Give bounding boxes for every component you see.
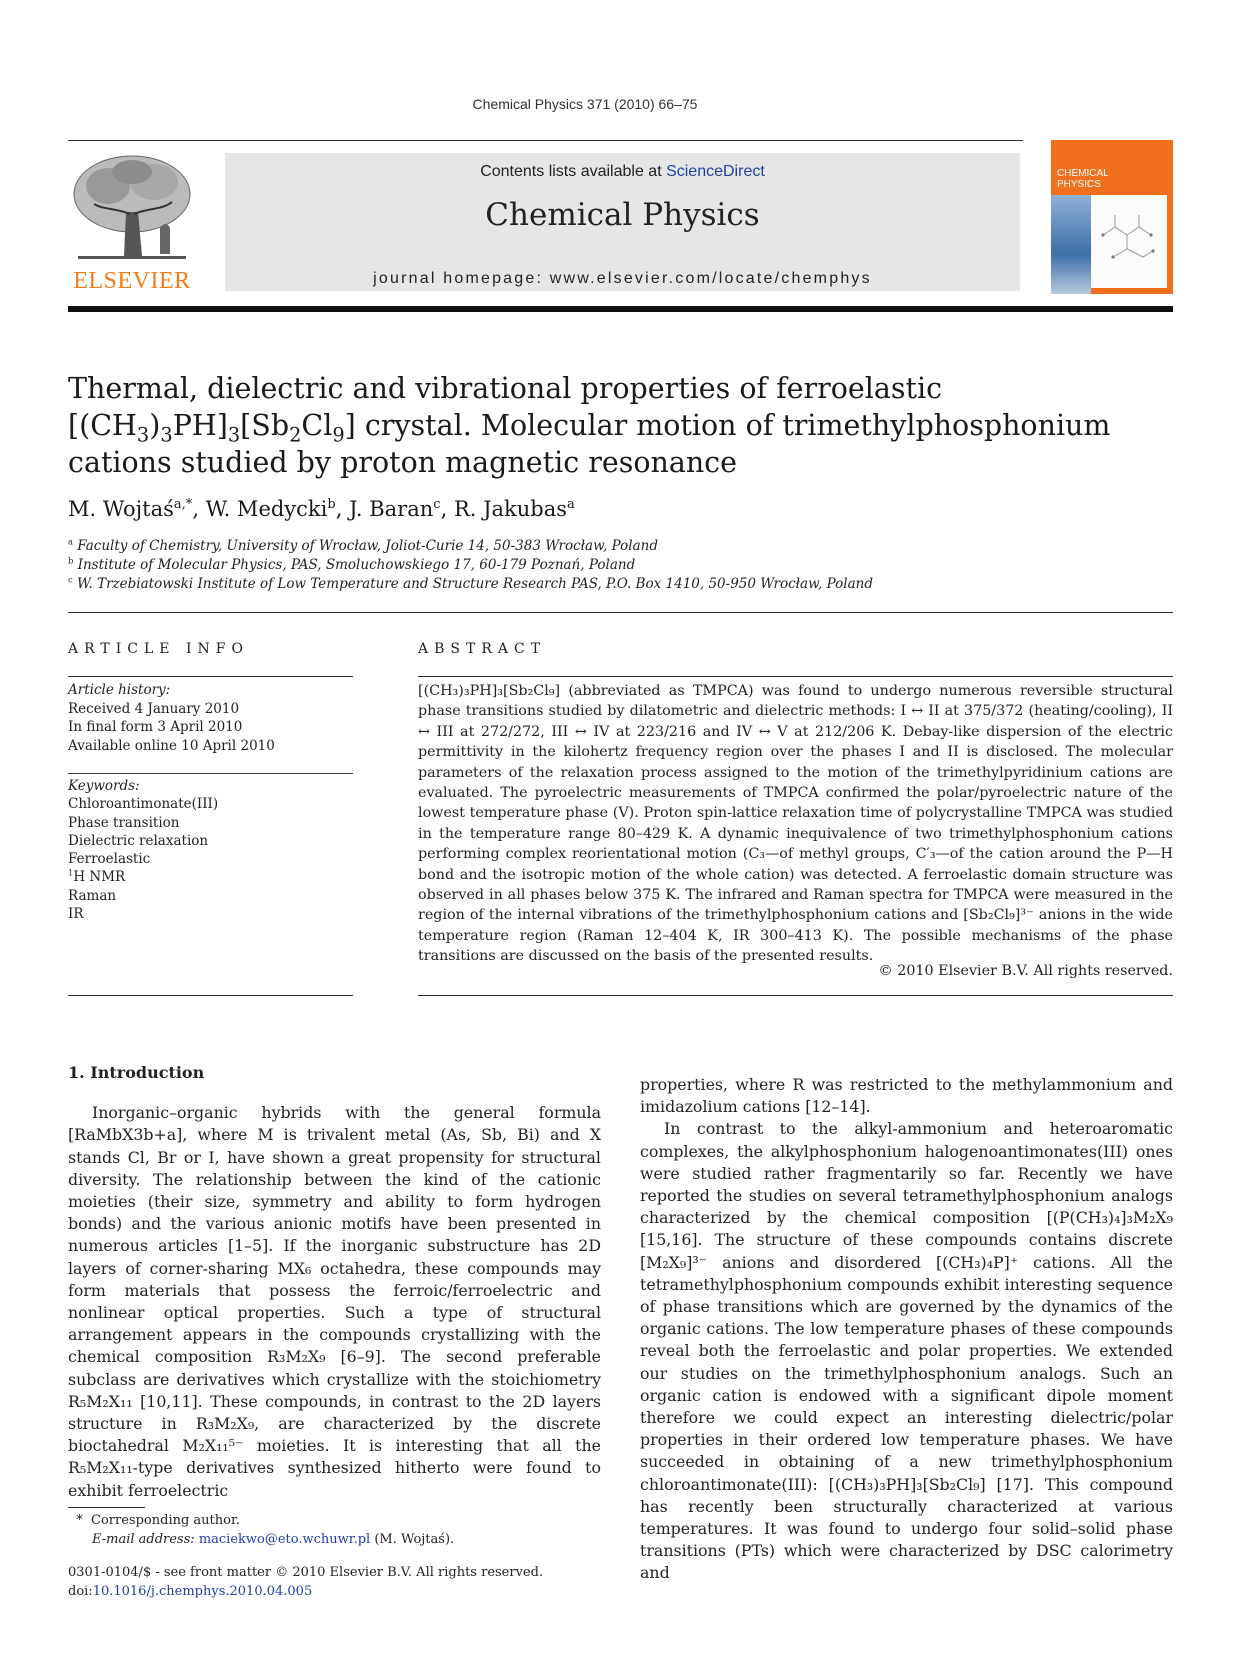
divider [68,612,1173,613]
abstract-heading: ABSTRACT [418,641,547,657]
author-affiliation-mark[interactable]: a,* [173,497,193,512]
divider [418,676,1173,677]
abstract-text: [(CH₃)₃PH]₃[Sb₂Cl₉] (abbreviated as TMPCA) was found to undergo numerous reversible structural phase transitions studied by dilatometric and dielectric methods: I ↔ II at 375/372 (heating/cooling), II ↔ III at 272/272, III ↔ IV at 223/216 and IV ↔ V at 212/206 K. Debay-like dispersion of the electric permittivity in the kilohertz frequency region over the phases I and II is disclosed. The molecular parameters of the relaxation process assigned to the motion of the trimethylpyridinium cations are evaluated. The pyroelectric measurements of TMPCA confirmed the polar/pyroelectric nature of the lowest temperature phase (V). Proton spin-lattice relaxation time of polycrystalline TMPCA was studied in the temperature range 80–429 K. A dynamic inequivalence of two trimethylphosphonium cations performing complex reorientational motion (C₃—of methyl groups, C′₃—of the cation around the P—H bond and the isotropic motion of the whole cation) was detected. A ferroelastic domain structure was observed in all phases below 375 K. The infrared and Raman spectra for TMPCA were measured in the region of the internal vibrations of the trimethylphosphonium cations and [Sb₂Cl₉]³⁻ anions in the wide temperature region (Raman 12–404 K, IR 300–413 K). The possible mechanisms of the phase transitions are discussed on the basis of the presented results. [418,683,1173,965]
corresponding-author-footnote [68,1511,601,1549]
author-name[interactable]: J. Baran [349,497,434,521]
header-thick-rule [68,306,1173,312]
divider [68,995,353,996]
divider [68,676,353,677]
journal-homepage[interactable]: journal homepage: www.elsevier.com/locate/chemphys [373,270,872,287]
email-link[interactable]: maciekwo@eto.wchuwr.pl [198,1532,371,1547]
author-name[interactable]: M. Wojtaś [68,497,174,521]
contents-prefix: Contents lists available at [480,163,667,180]
cover-photo [1051,195,1091,294]
article-info-heading: ARTICLE INFO [68,641,249,657]
author-list: M. Wojtaś$^{a,*}$, W. Medycki$^b$, J. Baran$^c$, R. Jakubas$^a$ [68,497,575,521]
affiliation-item: $^b$ Institute of Molecular Physics, PAS, Smoluchowskiego 17, 60-179 Poznań, Poland [68,555,636,573]
elsevier-logo[interactable] [68,152,196,295]
keyword: Raman [68,887,117,904]
cover-panel [1091,195,1167,288]
sciencedirect-link[interactable]: ScienceDirect [666,163,765,180]
divider [68,773,353,774]
issn-line: 0301-0104/$ - see front matter © 2010 Elsevier B.V. All rights reserved. [68,1565,544,1580]
elsevier-wordmark: ELSEVIER [73,268,191,294]
keyword: IR [68,906,84,923]
tree-icon [68,152,196,264]
copyright-line: © 2010 Elsevier B.V. All rights reserved. [878,963,1173,979]
author-affiliation-mark[interactable]: c [433,497,441,512]
keywords-label: Keywords: [68,778,140,794]
received-date: Received 4 January 2010 [68,700,240,717]
footnote-rule [68,1507,145,1508]
keyword: Dielectric relaxation [68,832,209,849]
contents-line [225,163,1020,181]
body-column-left [68,1062,601,1502]
author-affiliation-mark[interactable]: b [327,497,336,512]
article-history [68,681,353,755]
keyword: Ferroelastic [68,851,151,868]
final-form-date: In final form 3 April 2010 [68,719,243,735]
doi-link[interactable]: 10.1016/j.chemphys.2010.04.005 [92,1584,313,1599]
keywords [68,777,353,923]
affiliation-item: $^a$ Faculty of Chemistry, University of Wrocław, Joliot-Curie 14, 50-383 Wrocław, Poland [68,536,658,554]
journal-citation: Chemical Physics 371 (2010) 66–75 [472,96,698,112]
footnote-star: * [76,1513,83,1528]
body-paragraph: Inorganic–organic hybrids with the general formula [RaMbX3b+a], where M is trivalent metal (As, Sb, Bi) and X stands Cl, Br or I, have shown a great propensity for structural diversity. The relationship between the kind of the cationic moieties (their size, symmetry and ability to form hydrogen bonds) and the various anionic motifs have been presented in numerous articles [1–5]. If the inorganic substructure has 2D layers of corner-sharing MX₆ octahedra, these compounds may form materials that possess the ferroic/ferroelectric and nonlinear optical properties. Such a type of structural arrangement appears in the compounds crystallizing with the chemical composition R₃M₂X₉ [6–9]. The second preferable subclass are derivatives which crystallize with the stoichiometry R₅M₂X₁₁ [10,11]. These compounds, in contrast to the 2D layers structure in R₃M₂X₉, are characterized by the discrete bioctahedral M₂X₁₁⁵⁻ moieties. It is interesting that all the R₅M₂X₁₁-type derivatives synthesized hitherto were found to exhibit ferroelectric [68,1103,601,1500]
body-paragraph: properties, where R was restricted to the methylammonium and imidazolium cations [12–14]. [640,1075,1173,1117]
affiliation-item: $^c$ W. Trzebiatowski Institute of Low Temperature and Structure Research PAS, P.O. Box 1410, 50-950 Wrocław, Poland [68,574,873,592]
top-rule [68,140,1023,141]
author-name[interactable]: R. Jakubas [453,497,568,521]
journal-header-band [225,153,1020,291]
journal-name: Chemical Physics [485,197,760,233]
cover-title: CHEMICAL PHYSICS [1057,168,1109,190]
introduction-heading: 1. Introduction [68,1063,205,1082]
email-label: E-mail address: [92,1532,199,1547]
doi-prefix: doi: [68,1584,93,1599]
body-column-right [640,1074,1173,1585]
keyword: Phase transition [68,814,180,831]
author-affiliation-mark[interactable]: a [567,497,575,512]
divider [418,995,1173,996]
molecule-diagram-icon [1091,195,1167,288]
keyword: $^1$H NMR [68,867,126,886]
email-suffix: (M. Wojtaś). [370,1532,455,1547]
journal-cover-thumbnail[interactable] [1051,140,1173,294]
body-paragraph: In contrast to the alkyl-ammonium and heteroaromatic complexes, the alkylphosphonium halogenoantimonates(III) ones were studied rather fragmentarily so far. Recently we have reported the studies on several tetramethylphosphonium analogs characterized by the chemical composition [(P(CH₃)₄]₃M₂X₉ [15,16]. The structure of these compounds contains discrete [M₂X₉]³⁻ anions and disordered [(CH₃)₄P]⁺ cations. All the tetramethylphosphonium compounds exhibit interesting sequence of phase transitions which are governed by the dynamics of the organic cations. The low temperature phases of these compounds reveal both the ferroelastic and polar properties. We extended our studies on the trimethylphosphonium analogs. Such an organic cation is endowed with a significant dipole moment therefore we could expect an interesting dielectric/polar properties in their ordered low temperature phases. We have succeeded in obtaining of a new trimethylphosphonium chloroantimonate(III): [(CH₃)₃PH]₃[Sb₂Cl₉] [17]. This compound has recently been structurally characterized at various temperatures. It was found to undergo four solid–solid phase transitions (PTs) which were characterized by DSC calorimetry and [640,1119,1173,1583]
author-name[interactable]: W. Medycki [205,497,328,521]
publication-meta [68,1563,668,1601]
affiliation-list [68,537,1173,594]
paper-title: Thermal, dielectric and vibrational properties of ferroelastic $[(CH_3)_3PH]_3[Sb_2Cl_9]$ crystal. Molecular motion of trimethylphosphonium cations studied by proton magnetic resonance [68,372,1111,479]
history-label: Article history: [68,682,171,698]
online-date: Available online 10 April 2010 [68,737,275,754]
corresponding-label: Corresponding author. [91,1513,240,1528]
keyword: Chloroantimonate(III) [68,796,219,813]
